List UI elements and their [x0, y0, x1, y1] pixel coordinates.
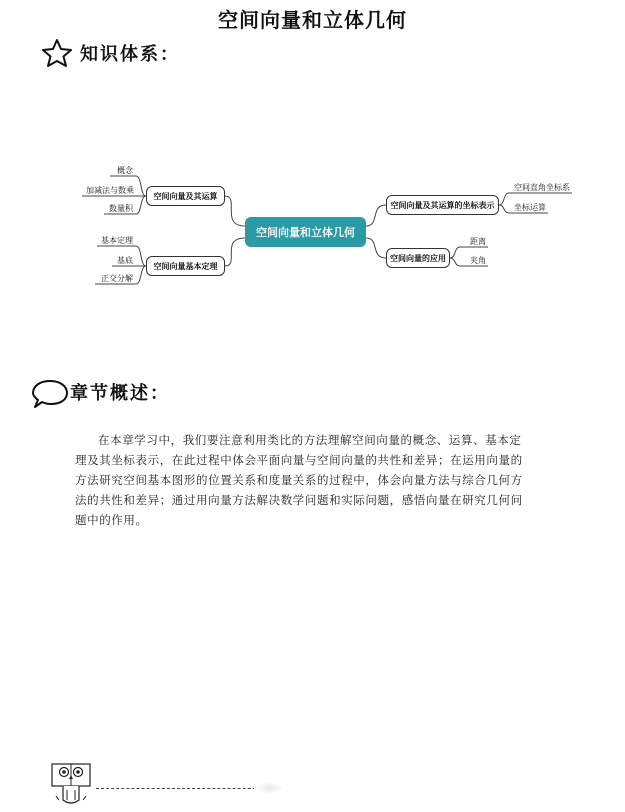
mindmap-leaf: 基本定理 [101, 236, 133, 245]
mindmap-center-node: 空间向量和立体几何 [245, 217, 366, 247]
mindmap-leaf: 概念 [117, 166, 133, 175]
page-title: 空间向量和立体几何 [218, 8, 407, 32]
mindmap-leaf: 空间直角坐标系 [514, 183, 570, 192]
mindmap-leaf: 数量积 [109, 204, 133, 213]
knowledge-section-heading [40, 38, 180, 68]
mindmap-node-basic-theorem: 空间向量基本定理 [146, 256, 225, 276]
owl-reading-icon [46, 756, 96, 808]
knowledge-section-label: 知识体系： [80, 44, 180, 65]
footer-divider-end [254, 782, 284, 794]
mindmap-leaf: 坐标运算 [514, 203, 546, 212]
mindmap-leaf: 夹角 [470, 256, 486, 265]
mindmap-leaf: 基底 [117, 256, 133, 265]
overview-section-heading [30, 377, 170, 407]
overview-section-label: 章节概述： [70, 383, 170, 404]
mindmap-leaf: 正交分解 [101, 274, 133, 283]
overview-paragraph: 在本章学习中，我们要注意利用类比的方法理解空间向量的概念、运算、基本定理及其坐标表示，在此过程中体会平面向量与空间向量的共性和差异；在运用向量的方法研究空间基本图形的位置关系和度量关系的过程中，体会向量方法与综合几何方法的共性和差异；通过用向量方法解决数学问题和实际问题，感悟向量在研究几何问题中的作用。 [75, 433, 523, 527]
mindmap-leaf: 距离 [470, 237, 486, 246]
mindmap-node-applications: 空间向量的应用 [386, 248, 450, 268]
mindmap-node-vector-operations: 空间向量及其运算 [146, 186, 225, 206]
mindmap-leaf: 加减法与数乘 [86, 186, 134, 195]
star-icon [40, 38, 74, 68]
mindmap-node-coordinate-representation: 空间向量及其运算的坐标表示 [386, 195, 499, 215]
footer-divider [96, 788, 271, 789]
speech-bubble-icon [30, 377, 64, 407]
